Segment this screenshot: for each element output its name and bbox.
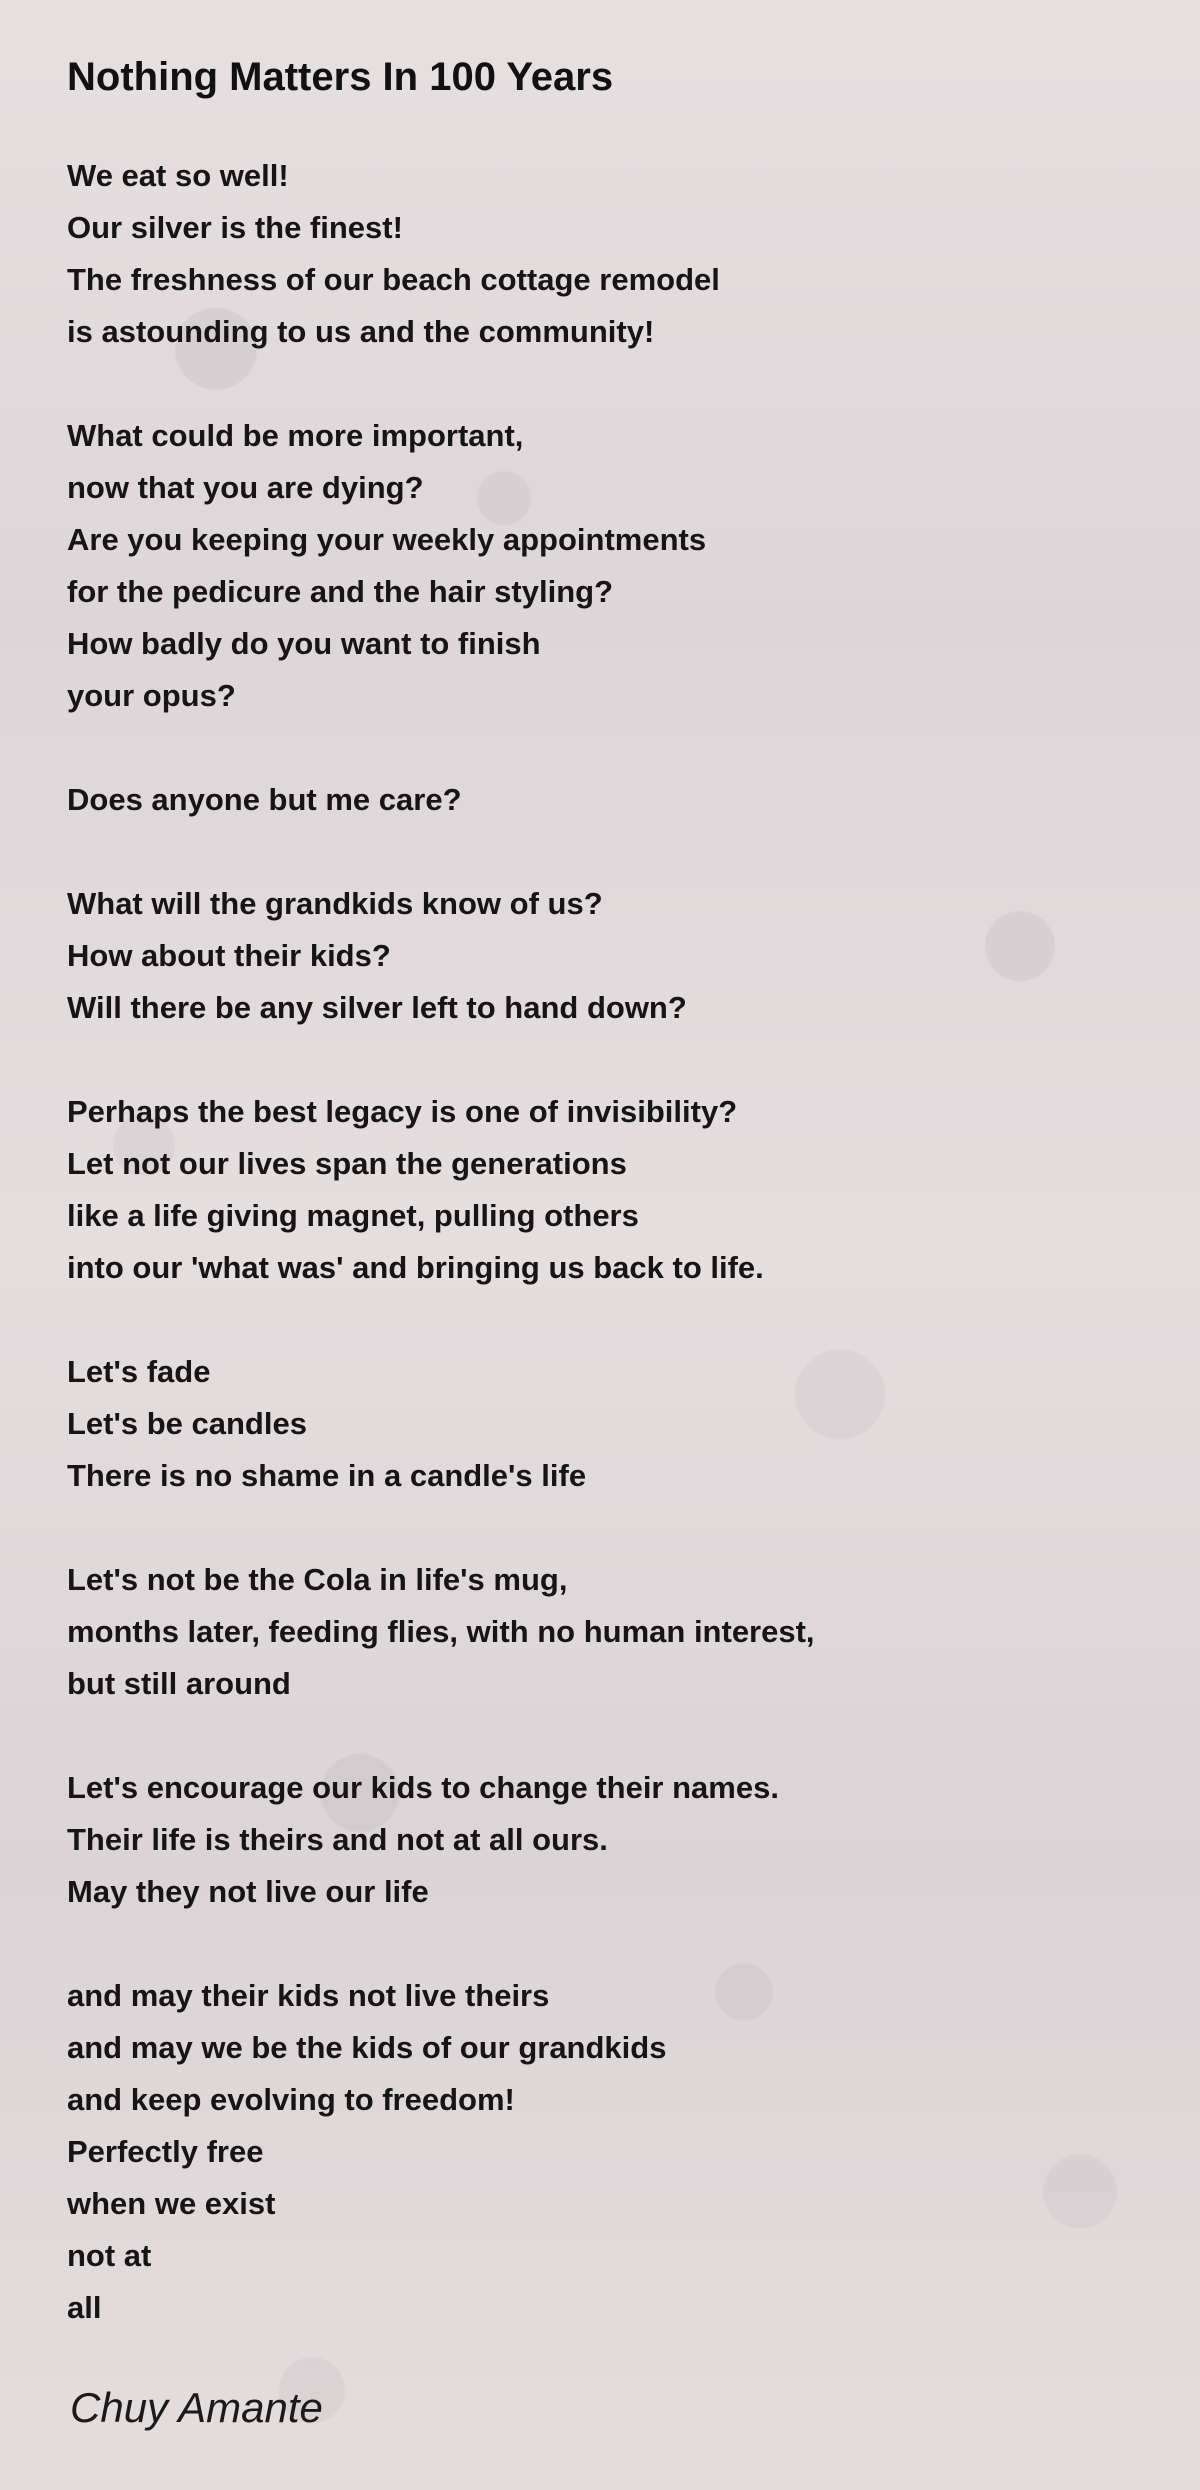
poem-stanza xyxy=(67,878,1147,1034)
poem-line: Let's fade xyxy=(67,1354,211,1389)
poem-stanza xyxy=(67,774,1147,826)
poem-line: and may we be the kids of our grandkids xyxy=(67,2030,667,2065)
poem-line: How badly do you want to finish xyxy=(67,626,541,661)
poem-line: Let's encourage our kids to change their names. xyxy=(67,1770,779,1805)
poem-line: now that you are dying? xyxy=(67,470,424,505)
poem-stanza xyxy=(67,1346,1147,1502)
poem-line: and may their kids not live theirs xyxy=(67,1978,550,2013)
poem-line: Does anyone but me care? xyxy=(67,782,462,817)
poem-line: Let not our lives span the generations xyxy=(67,1146,627,1181)
poem-stanza xyxy=(67,410,1147,722)
poem-author: Chuy Amante xyxy=(70,2384,323,2431)
poem-line: Will there be any silver left to hand down? xyxy=(67,990,687,1025)
poem-line: is astounding to us and the community! xyxy=(67,314,655,349)
poem-line: when we exist xyxy=(67,2186,276,2221)
poem-line: Are you keeping your weekly appointments xyxy=(67,522,707,557)
poem-line: Perfectly free xyxy=(67,2134,264,2169)
poem-line: We eat so well! xyxy=(67,158,289,193)
poem-line: Perhaps the best legacy is one of invisibility? xyxy=(67,1094,738,1129)
poem-line: What could be more important, xyxy=(67,418,524,453)
poem-line: your opus? xyxy=(67,678,236,713)
poem-title: Nothing Matters In 100 Years xyxy=(67,55,614,99)
poem-stanza xyxy=(67,1554,1147,1710)
poem-line: How about their kids? xyxy=(67,938,391,973)
poem-line: but still around xyxy=(67,1666,291,1701)
poem-line: not at xyxy=(67,2238,152,2273)
poem-line: The freshness of our beach cottage remodel xyxy=(67,262,720,297)
poem-stanza xyxy=(67,150,1147,358)
poem-stanza xyxy=(67,1970,1147,2334)
poem-line: all xyxy=(67,2290,102,2325)
poem-body xyxy=(67,150,1147,2334)
poem-stanza xyxy=(67,1762,1147,1918)
poem-line: Their life is theirs and not at all ours. xyxy=(67,1822,608,1857)
poem-line: for the pedicure and the hair styling? xyxy=(67,574,614,609)
poem-line: months later, feeding flies, with no human interest, xyxy=(67,1614,815,1649)
poem-line: There is no shame in a candle's life xyxy=(67,1458,587,1493)
poem-line: Let's be candles xyxy=(67,1406,307,1441)
poem-line: like a life giving magnet, pulling others xyxy=(67,1198,639,1233)
poem-line: What will the grandkids know of us? xyxy=(67,886,603,921)
poem-line: Our silver is the finest! xyxy=(67,210,403,245)
poem-container xyxy=(67,44,1147,2334)
poem-line: Let's not be the Cola in life's mug, xyxy=(67,1562,568,1597)
poem-line: May they not live our life xyxy=(67,1874,429,1909)
poem-line: into our 'what was' and bringing us back to life. xyxy=(67,1250,764,1285)
poem-stanza xyxy=(67,1086,1147,1294)
poem-line: and keep evolving to freedom! xyxy=(67,2082,515,2117)
